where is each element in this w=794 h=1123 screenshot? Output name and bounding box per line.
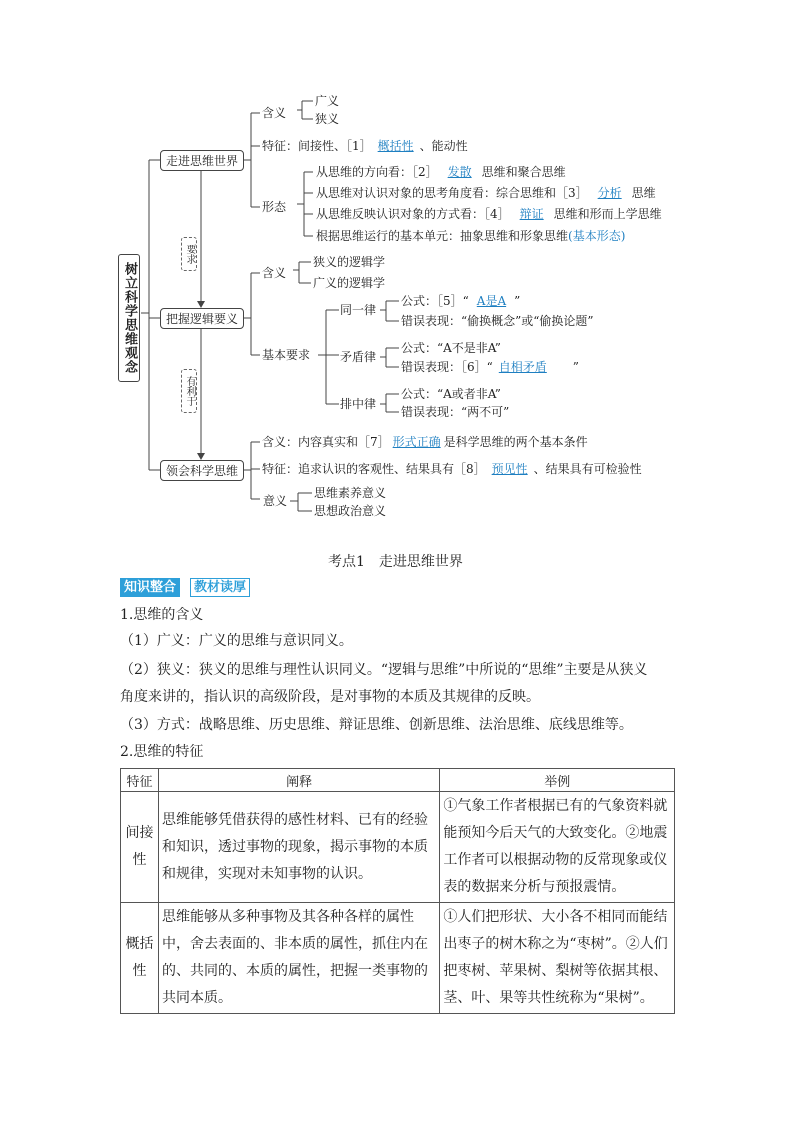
n1-form-1: 从思维的方向看：［2］ 发散 思维和聚合思维: [316, 165, 566, 179]
table-row: [121, 903, 675, 1014]
node-thinking-world: 走进思维世界: [160, 150, 244, 171]
heading-features: 2.思维的特征: [120, 744, 204, 760]
n1-form-3: 从思维反映认识对象的方式看：［4］ 辩证 思维和形而上学思维: [316, 207, 662, 221]
link-label-benefit: 有利于: [181, 369, 197, 413]
n1-form-2: 从思维对认识对象的思考角度看：综合思维和［3］ 分析 思维: [316, 186, 656, 200]
law-contradiction-formula: 公式：“A不是非A”: [401, 341, 501, 355]
n3-sig-1: 思维素养意义: [314, 486, 387, 500]
table-header: 特征: [121, 769, 159, 792]
heading-meaning: 1.思维的含义: [120, 607, 204, 623]
table-cell-feature: 间接性: [125, 825, 154, 868]
n2-meaning-broad: 广义的逻辑学: [313, 276, 386, 290]
n1-meaning-narrow: 狭义: [315, 112, 340, 126]
law-identity-error: 错误表现：“偷换概念”或“偷换论题”: [401, 314, 594, 328]
badge-textbook: 教材读厚: [190, 578, 250, 597]
n1-form-4: 根据思维运行的基本单元：抽象思维和形象思维(基本形态): [316, 229, 626, 243]
law-excluded-middle-formula: 公式：“A或者非A”: [401, 387, 501, 401]
law-identity-formula: 公式：［5］“ A是A ”: [401, 294, 521, 308]
badge-knowledge: 知识整合: [120, 578, 180, 597]
table-row: [121, 792, 675, 903]
n3-meaning-line: 含义：内容真实和［7］ 形式正确 是科学思维的两个基本条件: [262, 435, 588, 449]
answer-4: 辩证: [519, 207, 544, 221]
features-table: [120, 768, 675, 1014]
answer-7: 形式正确: [392, 435, 441, 449]
n3-feature-line: 特征：追求认识的客观性、结果具有［8］ 预见性 、结果具有可检验性: [262, 462, 642, 476]
n1-form-label: 形态: [262, 200, 287, 214]
node-logic-essentials: 把握逻辑要义: [160, 308, 244, 329]
table-header: 举例: [440, 769, 675, 792]
law-contradiction: 矛盾律: [340, 350, 377, 364]
n1-feature-line: 特征：间接性、［1］ 概括性 、能动性: [262, 139, 468, 153]
n1-meaning-label: 含义: [262, 106, 287, 120]
law-contradiction-error: 错误表现：［6］“ 自相矛盾 ”: [401, 360, 579, 374]
section-title: 考点1 走进思维世界: [328, 554, 463, 570]
table-cell-feature: 概括性: [125, 936, 154, 979]
table-cell-explain: 思维能够凭借获得的感性材料、已有的经验和知识，透过事物的现象，揭示事物的本质和规律，实现对未知事物的认识。: [161, 811, 428, 882]
law-identity: 同一律: [340, 303, 377, 317]
law-excluded-middle-error: 错误表现：“两不可”: [401, 405, 510, 419]
answer-2: 发散: [447, 165, 472, 179]
node-scientific-thinking: 领会科学思维: [160, 460, 244, 481]
para-broad: （1）广义：广义的思维与意识同义。: [120, 633, 353, 649]
table-cell-example: ①人们把形状、大小各不相同而能结出枣子的树木称之为“枣树”。②人们把枣树、苹果树、梨树等依据其根、茎、叶、果等共性统称为“果树”。: [443, 909, 668, 1006]
para-narrow-2: 角度来讲的，指认识的高级阶段，是对事物的本质及其规律的反映。: [120, 689, 540, 705]
answer-3: 分析: [597, 186, 622, 200]
table-cell-example: ①气象工作者根据已有的气象资料就能预知今后天气的大致变化。②地震工作者可以根据动物的反常现象或仪表的数据来分析与预报震情。: [443, 798, 668, 895]
para-narrow-1: （2）狭义：狭义的思维与理性认识同义。“逻辑与思维”中所说的“思维”主要是从狭义: [120, 662, 648, 678]
answer-8: 预见性: [491, 462, 528, 476]
mindmap-root: [118, 254, 140, 382]
table-header-row: [121, 769, 675, 792]
n3-sig-2: 思想政治意义: [314, 504, 387, 518]
basic-form-note: (基本形态): [568, 229, 626, 243]
n1-meaning-broad: 广义: [315, 94, 340, 108]
n2-req-label: 基本要求: [262, 348, 311, 362]
n2-meaning-label: 含义: [262, 266, 287, 280]
table-cell-explain: 思维能够从多种事物及其各种各样的属性中，舍去表面的、非本质的属性，抓住内在的、共同的、本质的属性，把握一类事物的共同本质。: [161, 909, 428, 1006]
table-header: 阐释: [158, 769, 439, 792]
n3-sig-label: 意义: [263, 494, 288, 508]
root-label: 树立科学思维观念: [122, 262, 137, 374]
answer-1: 概括性: [377, 139, 414, 153]
answer-5: A是A: [476, 294, 507, 308]
link-label-require: 要求: [181, 237, 197, 271]
n2-meaning-narrow: 狭义的逻辑学: [313, 255, 386, 269]
para-ways: （3）方式：战略思维、历史思维、辩证思维、创新思维、法治思维、底线思维等。: [120, 717, 633, 733]
law-excluded-middle: 排中律: [340, 397, 377, 411]
answer-6: 自相矛盾: [498, 360, 547, 374]
